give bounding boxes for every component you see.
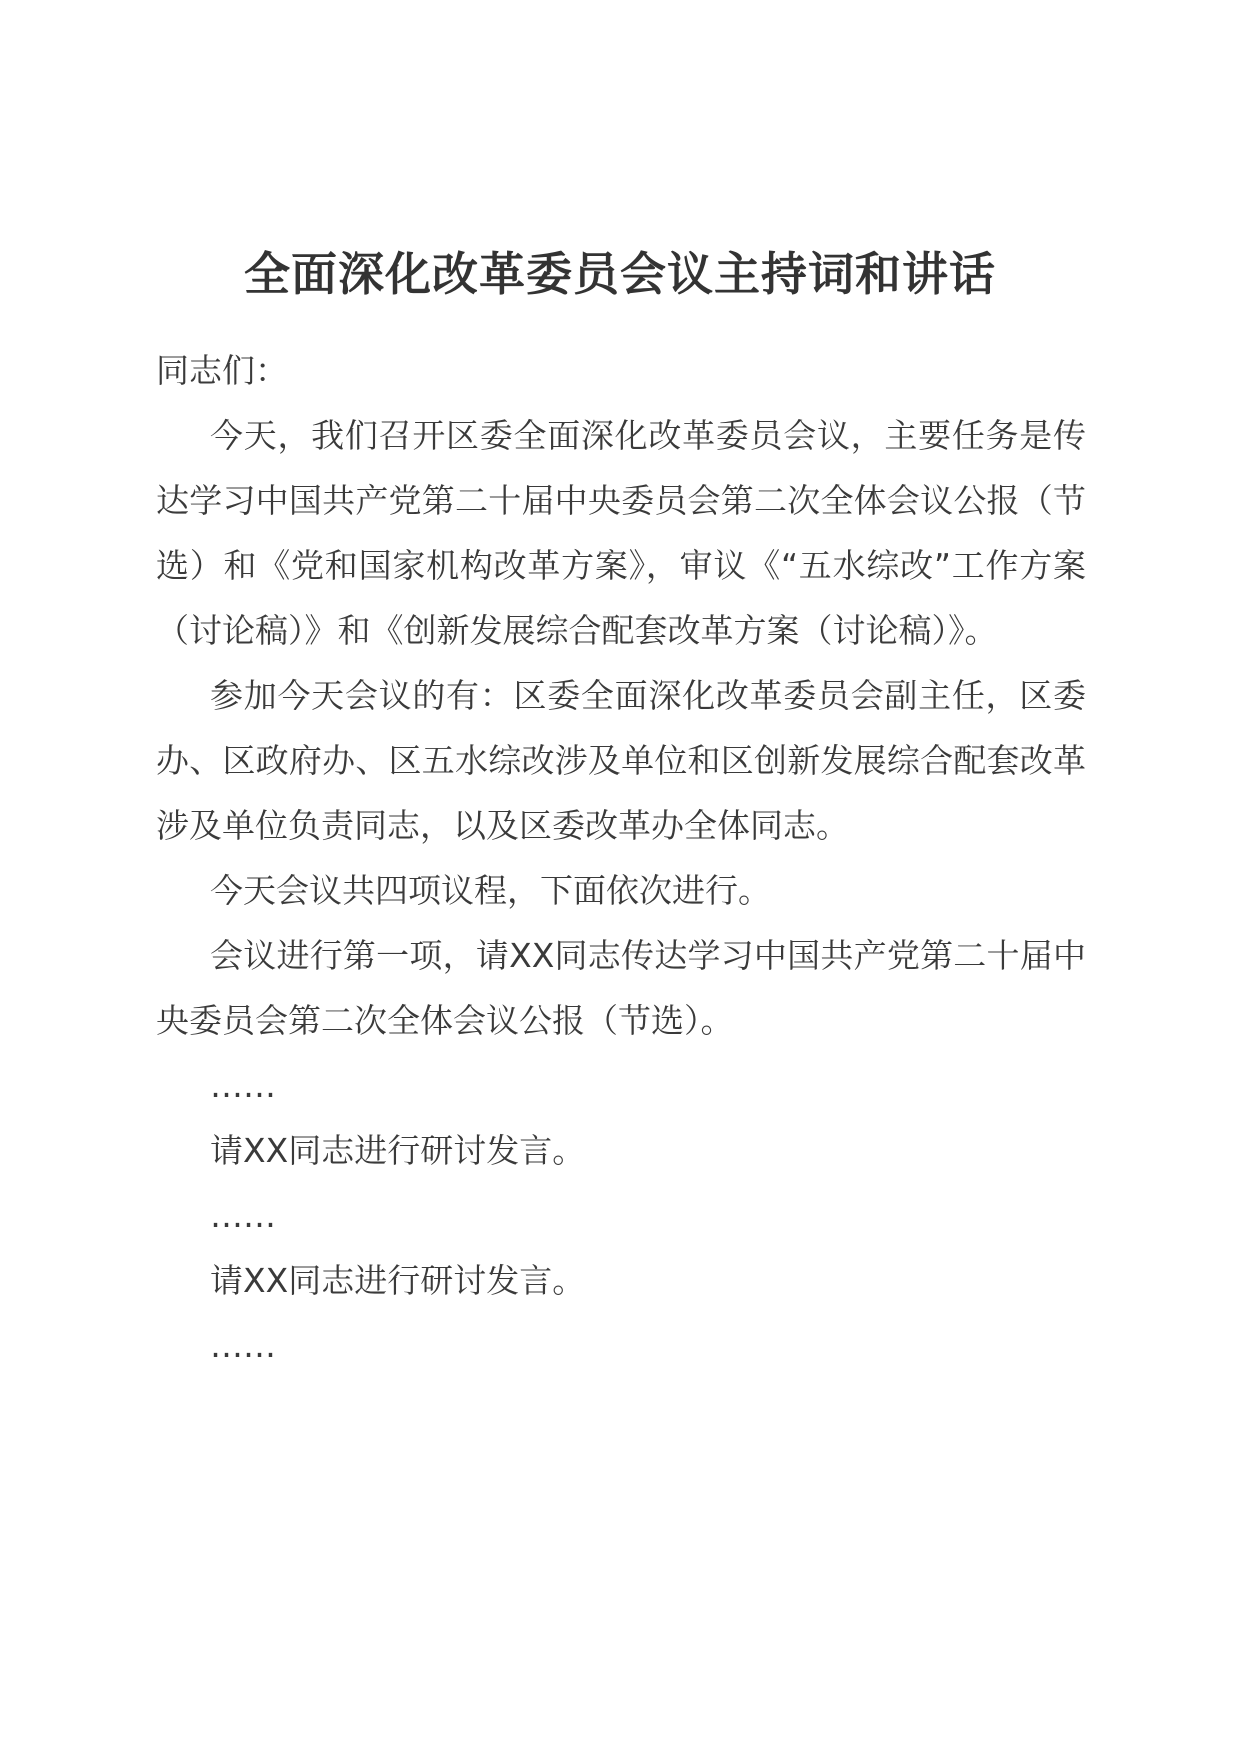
document-title: 全面深化改革委员会议主持词和讲话 [244, 247, 996, 301]
ellipsis-1: …… [210, 1066, 276, 1105]
paragraph-attendees: 参加今天会议的有：区委全面深化改革委员会副主任，区委办、区政府办、区五水综改涉及单位和区创新发展综合配套改革涉及单位负责同志，以及区委改革办全体同志。 [156, 676, 1086, 845]
paragraph-speech-2: 请XX同志进行研讨发言。 [210, 1261, 586, 1300]
salutation: 同志们： [156, 351, 288, 390]
paragraph-item-one: 会议进行第一项，请XX同志传达学习中国共产党第二十届中央委员会第二次全体会议公报（节选）。 [156, 936, 1086, 1040]
ellipsis-3: …… [210, 1326, 276, 1365]
ellipsis-2: …… [210, 1196, 276, 1235]
paragraph-agenda: 今天会议共四项议程，下面依次进行。 [210, 871, 771, 910]
paragraph-speech-1: 请XX同志进行研讨发言。 [210, 1131, 586, 1170]
document-body [156, 338, 1086, 1378]
paragraph-opening: 今天，我们召开区委全面深化改革委员会议，主要任务是传达学习中国共产党第二十届中央委员会第二次全体会议公报（节选）和《党和国家机构改革方案》，审议《“五水综改”工作方案（讨论稿）》和《创新发展综合配套改革方案（讨论稿）》。 [156, 416, 1086, 650]
